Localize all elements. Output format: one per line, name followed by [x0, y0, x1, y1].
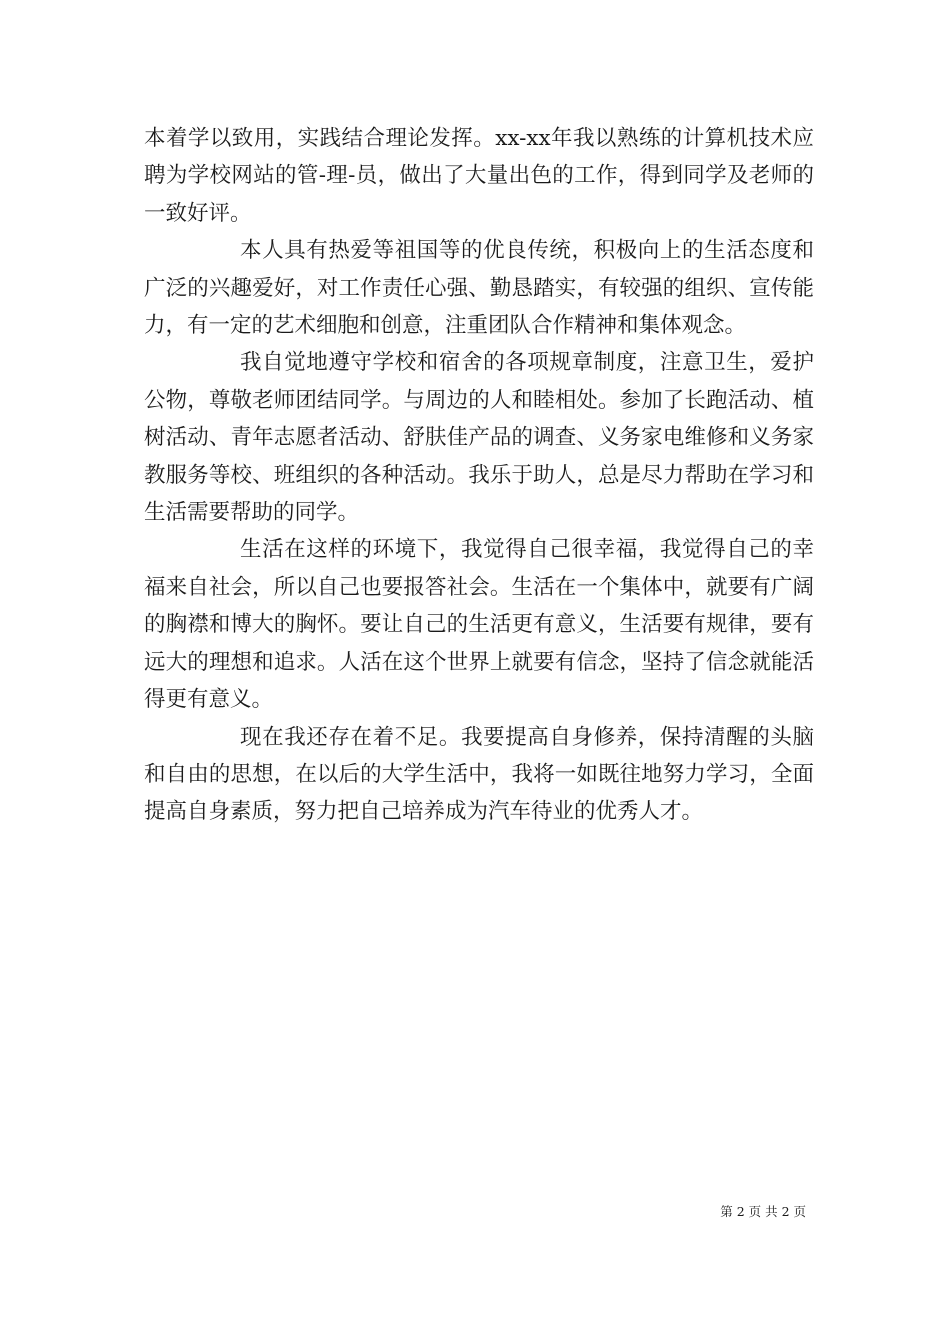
paragraph-personality: 本人具有热爱等祖国等的优良传统，积极向上的生活态度和广泛的兴趣爱好，对工作责任心强、勤恳踏实，有较强的组织、宣传能力，有一定的艺术细胞和创意，注重团队合作精神和集体观念。 — [144, 238, 814, 339]
document-body — [144, 120, 814, 831]
paragraph-life-attitude: 生活在这样的环境下，我觉得自己很幸福，我觉得自己的幸福来自社会，所以自己也要报答社会。生活在一个集体中，就要有广阔的胸襟和博大的胸怀。要让自己的生活更有意义，生活要有规律，要有远大的理想和追求。人活在这个世界上就要有信念，坚持了信念就能活得更有意义。 — [144, 537, 814, 713]
paragraph-continuation: 本着学以致用，实践结合理论发挥。xx-xx年我以熟练的计算机技术应聘为学校网站的管-理-员，做出了大量出色的工作，得到同学及老师的一致好评。 — [144, 126, 814, 226]
paragraph-improvement: 现在我还存在着不足。我要提高自身修养，保持清醒的头脑和自由的思想，在以后的大学生活中，我将一如既往地努力学习，全面提高自身素质，努力把自己培养成为汽车待业的优秀人才。 — [144, 724, 814, 825]
paragraph-conduct: 我自觉地遵守学校和宿舍的各项规章制度，注意卫生，爱护公物，尊敬老师团结同学。与周边的人和睦相处。参加了长跑活动、植树活动、青年志愿者活动、舒肤佳产品的调查、义务家电维修和义务家教服务等校、班组织的各种活动。我乐于助人，总是尽力帮助在学习和生活需要帮助的同学。 — [144, 350, 814, 526]
page-number: 第 2 页 共 2 页 — [720, 1204, 806, 1219]
